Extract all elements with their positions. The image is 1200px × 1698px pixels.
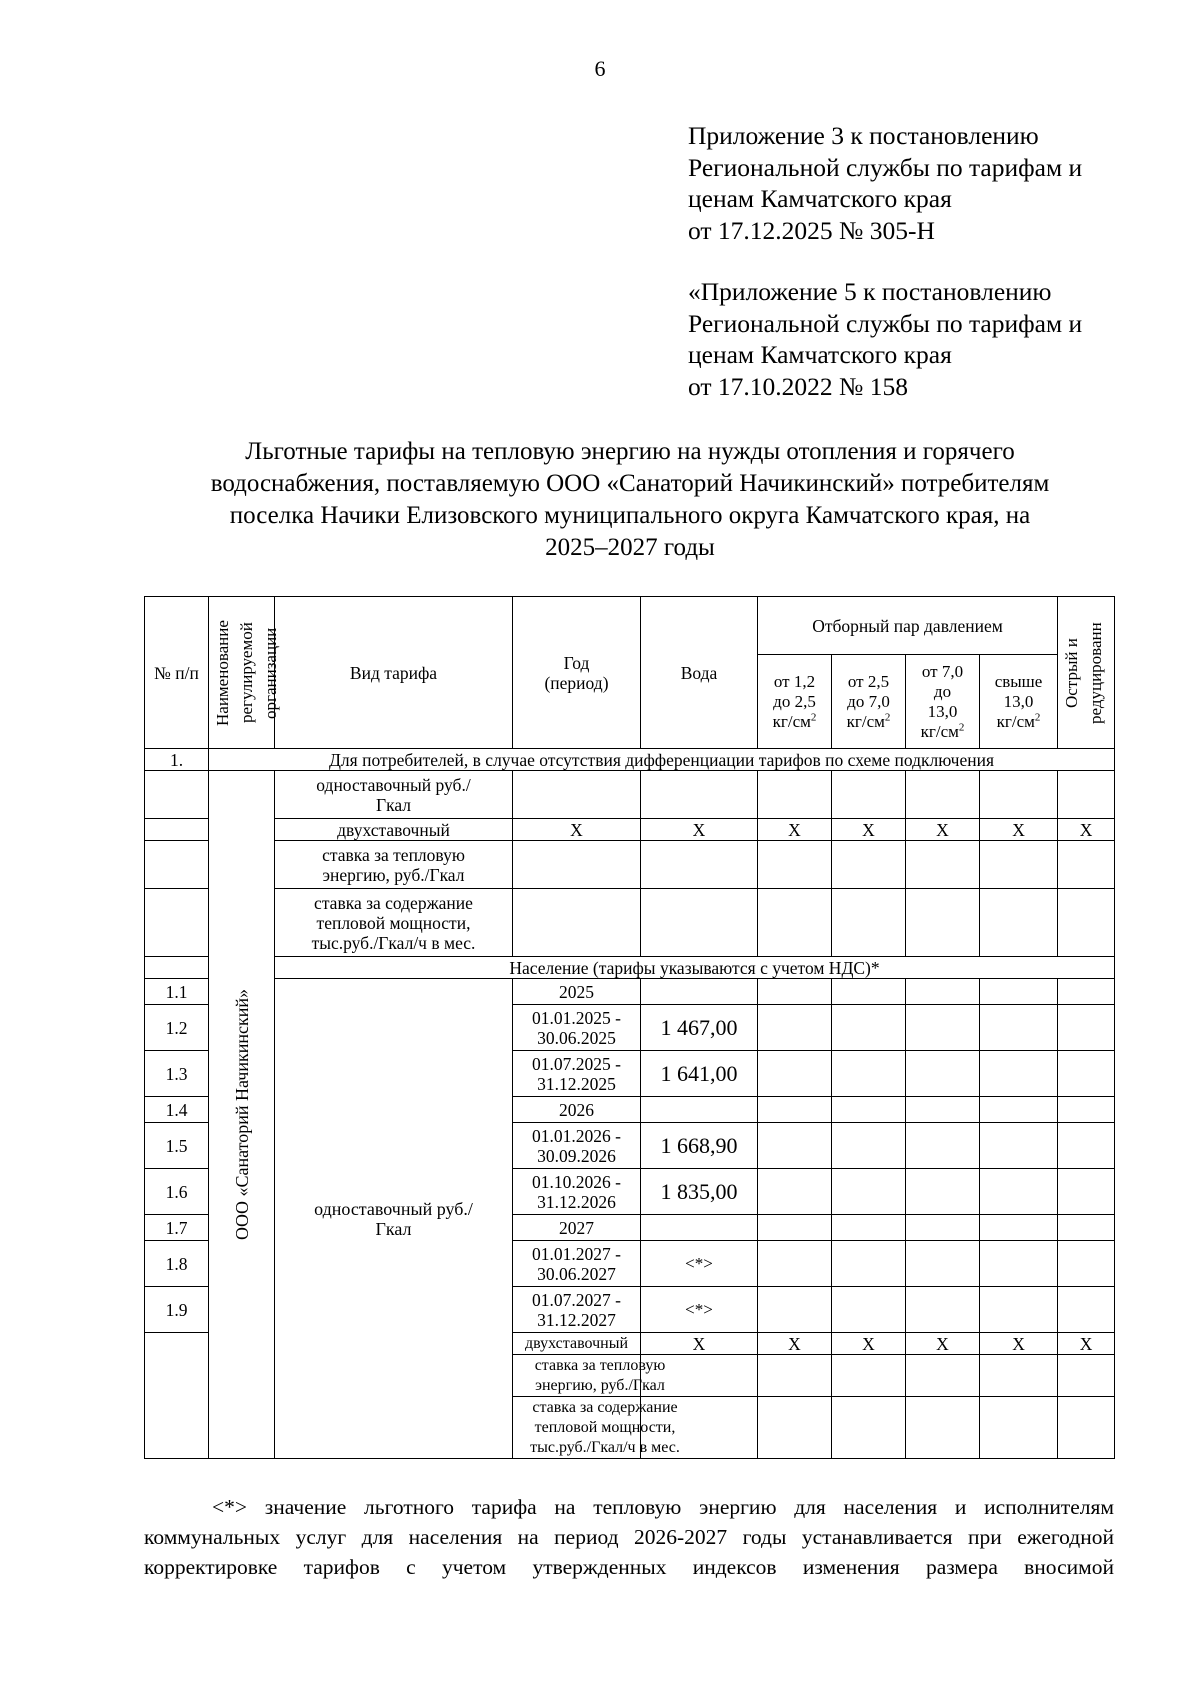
header-steam-1-2-to-2-5: от 1,2 до 2,5 $кг/см^2$ [758,655,832,749]
header-water: Вода [641,597,758,749]
empty-cell [832,979,906,1005]
row-num: 1.2 [145,1005,209,1051]
period: 01.01.2027 - 30.06.2027 [513,1241,641,1287]
header-steam-group: Отборный пар давлением [758,597,1058,655]
empty-cell [832,841,906,889]
row-num: 1.9 [145,1287,209,1333]
empty-cell [906,1005,980,1051]
tariff-type-two-rate: двухставочный [513,1333,641,1355]
tariff-table [144,596,1115,1459]
title-line: поселка Начики Елизовского муниципального округа Камчатского края, на [229,502,1031,529]
empty-cell [1058,1355,1115,1397]
empty-cell [758,979,832,1005]
empty-cell [758,771,832,819]
organization-name-cell: ООО «Санаторий Начикинский» [209,771,275,1459]
empty-cell [980,1215,1058,1241]
empty-cell [758,1241,832,1287]
empty-cell [513,841,641,889]
empty-cell [1058,1097,1115,1123]
empty-cell [906,1123,980,1169]
title-line: водоснабжения, поставляемую ООО «Санаторий Начикинский» потребителям [210,470,1050,497]
period: 01.07.2025 - 31.12.2025 [513,1051,641,1097]
empty-cell [980,1123,1058,1169]
water-value: 1 668,90 [641,1123,758,1169]
period: 01.01.2025 - 30.06.2025 [513,1005,641,1051]
footnote [144,1492,1114,1582]
empty-cell [906,979,980,1005]
section-num: 1. [145,749,209,771]
footnote-line: корректировке тарифов с учетом утвержденных индексов изменения размера вносимой [144,1555,1114,1579]
header-steam-7-0-to-13-0: от 7,0 до 13,0 $кг/см^2$ [906,655,980,749]
empty-cell [980,1397,1058,1459]
tariff-type-two-rate: двухставочный [275,819,513,841]
appendix-line: Приложение 3 к постановлению [688,121,1039,150]
empty-cell [1058,1287,1115,1333]
title-line: 2025–2027 годы [545,534,715,561]
empty-cell [1058,979,1115,1005]
empty-cell [980,841,1058,889]
empty-cell [980,1241,1058,1287]
empty-cell [145,1333,209,1459]
empty-cell [758,1287,832,1333]
footnote-line: <*> значение льготного тарифа на тепловую энергию для населения и исполнителям [212,1495,1114,1519]
water-value [641,1215,758,1241]
empty-cell [832,1097,906,1123]
period: 2027 [513,1215,641,1241]
empty-cell [832,1005,906,1051]
period: 01.01.2026 - 30.09.2026 [513,1123,641,1169]
water-value: 1 641,00 [641,1051,758,1097]
capacity-rate: ставка за содержание тепловой мощности, тыс.руб./Гкал/ч в мес. [275,889,513,957]
empty-cell [758,889,832,957]
x-mark: X [906,1333,980,1355]
footnote-line: коммунальных услуг для населения на период 2026-2027 годы устанавливается при ежегодной [144,1525,1114,1549]
x-mark: X [980,1333,1058,1355]
empty-cell [145,841,209,889]
empty-cell [832,1051,906,1097]
empty-cell [641,889,758,957]
empty-cell [832,1397,906,1459]
empty-cell [906,1355,980,1397]
empty-cell [1058,1215,1115,1241]
empty-cell [1058,1051,1115,1097]
appendix-line: «Приложение 5 к постановлению [688,277,1052,306]
x-mark: X [641,819,758,841]
appendix-line: Региональной службы по тарифам и [688,308,1083,338]
empty-cell [832,1169,906,1215]
period: 2025 [513,979,641,1005]
empty-cell [980,1097,1058,1123]
empty-cell [832,1355,906,1397]
empty-cell [1058,841,1115,889]
empty-cell [758,1397,832,1459]
water-value [641,1097,758,1123]
x-mark: X [832,1333,906,1355]
empty-cell [145,819,209,841]
appendix-line: Региональной службы по тарифам и [688,152,1083,182]
empty-cell [758,841,832,889]
heat-energy-rate: ставка за тепловую энергию, руб./Гкал [513,1355,641,1397]
period: 01.07.2027 - 31.12.2027 [513,1287,641,1333]
empty-cell [758,1169,832,1215]
empty-cell [980,1287,1058,1333]
period: 2026 [513,1097,641,1123]
empty-cell [832,1123,906,1169]
appendix-line: ценам Камчатского края [688,340,952,369]
appendix-line: ценам Камчатского края [688,184,952,213]
empty-cell [758,1355,832,1397]
row-num: 1.1 [145,979,209,1005]
empty-cell [641,841,758,889]
row-num: 1.8 [145,1241,209,1287]
water-value [641,979,758,1005]
empty-cell [145,957,209,979]
row-num: 1.7 [145,1215,209,1241]
empty-cell [906,1051,980,1097]
header-steam-2-5-to-7-0: от 2,5 до 7,0 $кг/см^2$ [832,655,906,749]
empty-cell [906,1397,980,1459]
capacity-rate: ставка за содержание тепловой мощности, тыс.руб./Гкал/ч в мес. [513,1397,641,1459]
header-org-name: Наименование регулируемой организации [209,597,275,749]
population-one-rate: одноставочный руб./Гкал [275,979,513,1459]
x-mark: X [1058,819,1115,841]
empty-cell [513,889,641,957]
empty-cell [758,1051,832,1097]
water-value: <*> [641,1287,758,1333]
empty-cell [832,1215,906,1241]
x-mark: X [980,819,1058,841]
section-label: Для потребителей, в случае отсутствия дифференциации тарифов по схеме подключения [209,749,1115,771]
empty-cell [758,1097,832,1123]
empty-cell [1058,1123,1115,1169]
x-mark: X [758,819,832,841]
empty-cell [980,1005,1058,1051]
document-title [110,436,1150,564]
empty-cell [906,889,980,957]
empty-cell [832,771,906,819]
x-mark: X [906,819,980,841]
empty-cell [832,1287,906,1333]
empty-cell [832,889,906,957]
empty-cell [906,1097,980,1123]
empty-cell [906,1169,980,1215]
empty-cell [980,1355,1058,1397]
header-tariff-type: Вид тарифа [275,597,513,749]
empty-cell [906,1215,980,1241]
water-value: 1 467,00 [641,1005,758,1051]
header-sharp-steam: Острый и редуцированн [1058,597,1115,749]
population-label: Население (тарифы указываются с учетом НДС)* [275,957,1115,979]
empty-cell [980,889,1058,957]
heat-energy-rate: ставка за тепловую энергию, руб./Гкал [275,841,513,889]
empty-cell [906,1287,980,1333]
tariff-type-one-rate: одноставочный руб./Гкал [275,771,513,819]
empty-cell [513,771,641,819]
empty-cell [980,979,1058,1005]
empty-cell [758,1005,832,1051]
x-mark: X [1058,1333,1115,1355]
header-steam-above-13-0: свыше 13,0 $кг/см^2$ [980,655,1058,749]
empty-cell [758,1215,832,1241]
empty-cell [906,1241,980,1287]
row-num: 1.6 [145,1169,209,1215]
empty-cell [145,889,209,957]
appendix-line: от 17.10.2022 № 158 [688,371,909,401]
water-value: 1 835,00 [641,1169,758,1215]
water-value: <*> [641,1241,758,1287]
page-number: 6 [594,56,606,81]
empty-cell [980,771,1058,819]
appendix-current-reference [688,120,1082,246]
row-num: 1.5 [145,1123,209,1169]
empty-cell [1058,771,1115,819]
row-num: 1.3 [145,1051,209,1097]
empty-cell [758,1123,832,1169]
empty-cell [1058,889,1115,957]
empty-cell [906,771,980,819]
appendix-original-reference [688,276,1082,402]
empty-cell [1058,1005,1115,1051]
x-mark: X [641,1333,758,1355]
empty-cell [906,841,980,889]
x-mark: X [758,1333,832,1355]
period: 01.10.2026 - 31.12.2026 [513,1169,641,1215]
appendix-line: от 17.12.2025 № 305-Н [688,215,935,245]
empty-cell [641,771,758,819]
empty-cell [1058,1397,1115,1459]
empty-cell [832,1241,906,1287]
header-num: № п/п [145,597,209,749]
x-mark: X [513,819,641,841]
x-mark: X [832,819,906,841]
empty-cell [980,1051,1058,1097]
empty-cell [1058,1169,1115,1215]
empty-cell [145,771,209,819]
title-line: Льготные тарифы на тепловую энергию на нужды отопления и горячего [245,438,1015,465]
empty-cell [1058,1241,1115,1287]
empty-cell [980,1169,1058,1215]
row-num: 1.4 [145,1097,209,1123]
header-year: Год (период) [513,597,641,749]
